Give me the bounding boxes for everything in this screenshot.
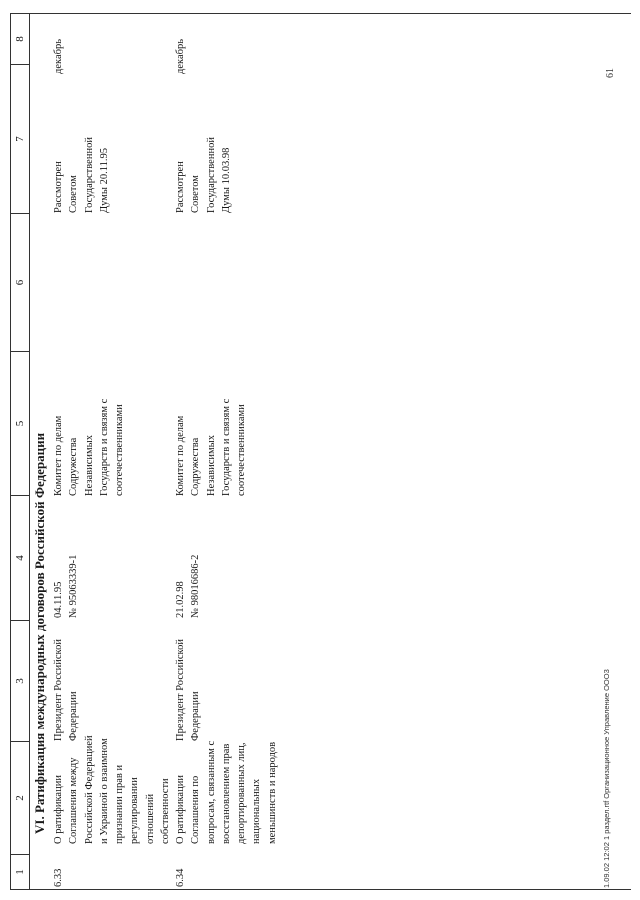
text-line: декабрь bbox=[175, 39, 186, 74]
text-line: Думы 20.11.95 bbox=[98, 148, 110, 213]
text-line: 6.34 bbox=[175, 868, 186, 887]
text-line: Содружества bbox=[68, 437, 80, 496]
text-line: депортированных лиц, bbox=[236, 742, 248, 844]
act-title bbox=[51, 735, 173, 844]
text-line: Советом bbox=[68, 175, 80, 213]
page-number: 61 bbox=[605, 68, 616, 78]
text-line: признании прав и bbox=[114, 764, 126, 844]
text-line: Думы 10.03.98 bbox=[220, 147, 232, 213]
act-title bbox=[173, 741, 280, 844]
text-line: Государств и связям с bbox=[98, 398, 110, 496]
footer-file-info: 1.09.02 12:02 1 раздел.rtf Организационное Управление ООО3 bbox=[602, 669, 611, 888]
text-line: Государств и связям с bbox=[220, 398, 232, 496]
text-line: соотечественниками bbox=[236, 404, 248, 496]
text-line: декабрь bbox=[53, 39, 64, 74]
text-line: меньшинств и народов bbox=[266, 741, 278, 844]
text-line: 21.02.98 bbox=[175, 581, 186, 618]
text-line: Федерации bbox=[68, 691, 80, 741]
initiator bbox=[173, 639, 204, 741]
text-line: восстановлением прав bbox=[220, 743, 232, 844]
text-line: вопросам, связанным с bbox=[205, 740, 217, 844]
table bbox=[10, 13, 631, 890]
text-line: Соглашения по bbox=[190, 775, 202, 844]
month bbox=[51, 39, 66, 74]
registration bbox=[173, 555, 204, 618]
text-line: Комитет по делам bbox=[53, 415, 64, 496]
column-number-2: 2 bbox=[11, 741, 29, 854]
text-line: Содружества bbox=[190, 437, 202, 496]
text-line: Государственной bbox=[83, 137, 95, 213]
text-line: Рассмотрен bbox=[175, 161, 186, 213]
text-line: Советом bbox=[190, 175, 202, 213]
status bbox=[51, 137, 112, 213]
text-line: Соглашения между bbox=[68, 757, 80, 844]
text-line: собственности bbox=[160, 778, 172, 844]
text-line: 04.11.95 bbox=[53, 581, 64, 618]
column-number-1: 1 bbox=[11, 854, 29, 889]
column-number-7: 7 bbox=[11, 64, 29, 213]
text-line: отношений bbox=[144, 793, 156, 844]
text-line: 6.33 bbox=[53, 868, 64, 887]
column-number-8: 8 bbox=[14, 36, 26, 42]
column-number-3: 3 bbox=[11, 620, 29, 741]
column-number-header bbox=[11, 14, 30, 889]
registration bbox=[51, 555, 82, 618]
text-line: № 98016686-2 bbox=[190, 554, 202, 618]
section-title: VI. Ратификация международных договоров Российской Федерации bbox=[32, 432, 47, 834]
text-line: соотечественниками bbox=[114, 404, 126, 496]
text-line: Президент Российской bbox=[175, 639, 186, 741]
column-number-4: 4 bbox=[11, 495, 29, 620]
text-line: Независимых bbox=[83, 435, 95, 496]
row-number bbox=[51, 869, 66, 887]
text-line: О ратификации bbox=[175, 775, 186, 844]
text-line: Комитет по делам bbox=[175, 415, 186, 496]
text-line: Рассмотрен bbox=[53, 161, 64, 213]
month bbox=[173, 39, 188, 74]
text-line: национальных bbox=[251, 778, 263, 844]
text-line: Федерации bbox=[190, 691, 202, 741]
text-line: Президент Российской bbox=[53, 639, 64, 741]
text-line: № 95063339-1 bbox=[68, 554, 80, 618]
column-number-5: 5 bbox=[11, 351, 29, 495]
status bbox=[173, 137, 234, 213]
text-line: регулировании bbox=[129, 777, 141, 844]
initiator bbox=[51, 639, 82, 741]
text-line: Государственной bbox=[205, 137, 217, 213]
text-line: Независимых bbox=[205, 435, 217, 496]
row-number bbox=[173, 869, 188, 887]
text-line: и Украиной о взаимном bbox=[98, 738, 110, 844]
responsible-committee bbox=[51, 399, 127, 496]
responsible-committee bbox=[173, 399, 249, 496]
column-number-6: 6 bbox=[11, 213, 29, 351]
text-line: О ратификации bbox=[53, 775, 64, 844]
text-line: Российской Федерацией bbox=[83, 735, 95, 844]
